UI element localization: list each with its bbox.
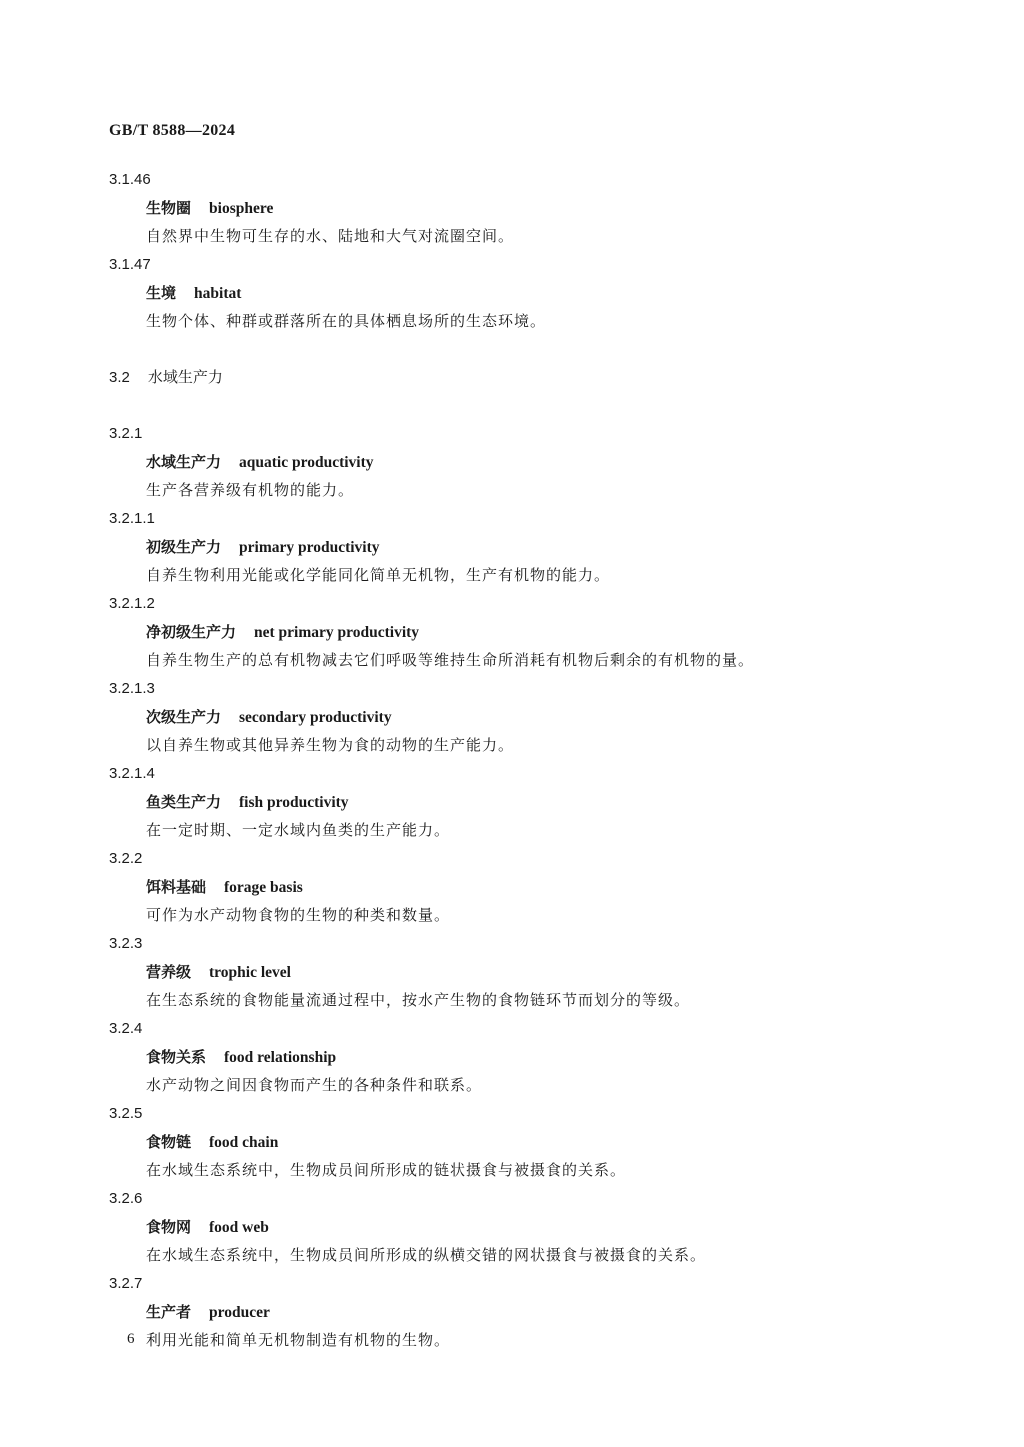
term-heading	[109, 1298, 909, 1326]
term-entry	[109, 250, 909, 335]
term-heading	[109, 533, 909, 561]
standard-number-header: GB/T 8588—2024	[109, 122, 236, 139]
term-chinese: 鱼类生产力	[146, 793, 222, 811]
term-heading	[109, 1043, 909, 1071]
term-number: 3.2.4	[109, 1020, 143, 1037]
term-chinese: 食物网	[146, 1218, 192, 1236]
term-number: 3.2.1.1	[109, 510, 155, 527]
term-number: 3.1.46	[109, 171, 151, 188]
term-definition: 在一定时期、一定水域内鱼类的生产能力。	[146, 821, 451, 839]
term-number: 3.1.47	[109, 256, 151, 273]
term-english: food relationship	[224, 1049, 337, 1066]
term-entry	[109, 419, 909, 504]
term-number: 3.2.1.4	[109, 765, 155, 782]
term-english: primary productivity	[239, 539, 380, 556]
section-heading	[109, 335, 909, 419]
terms-content	[109, 165, 909, 1354]
term-number: 3.2.6	[109, 1190, 143, 1207]
term-definition: 可作为水产动物食物的生物的种类和数量。	[146, 906, 451, 924]
term-heading	[109, 194, 909, 222]
term-entry	[109, 844, 909, 929]
term-heading	[109, 873, 909, 901]
term-definition: 生产各营养级有机物的能力。	[146, 481, 355, 499]
term-heading	[109, 1128, 909, 1156]
term-english: forage basis	[224, 879, 303, 896]
term-number: 3.2.3	[109, 935, 143, 952]
term-chinese: 初级生产力	[146, 538, 222, 556]
term-heading	[109, 448, 909, 476]
term-english: food chain	[209, 1134, 279, 1151]
term-chinese: 生物圈	[146, 199, 192, 217]
section-number: 3.2	[109, 369, 130, 386]
term-heading	[109, 788, 909, 816]
term-entry	[109, 504, 909, 589]
term-number: 3.2.1.2	[109, 595, 155, 612]
term-heading	[109, 703, 909, 731]
term-number: 3.2.7	[109, 1275, 143, 1292]
term-definition: 利用光能和简单无机物制造有机物的生物。	[146, 1331, 451, 1349]
term-entry	[109, 1269, 909, 1354]
term-english: fish productivity	[239, 794, 349, 811]
term-definition: 水产动物之间因食物而产生的各种条件和联系。	[146, 1076, 483, 1094]
term-definition: 自养生物利用光能或化学能同化简单无机物，生产有机物的能力。	[146, 566, 611, 584]
term-english: secondary productivity	[239, 709, 392, 726]
term-english: biosphere	[209, 200, 274, 217]
term-entry	[109, 165, 909, 250]
term-entry	[109, 1014, 909, 1099]
term-definition: 自然界中生物可生存的水、陆地和大气对流圈空间。	[146, 227, 515, 245]
term-english: aquatic productivity	[239, 454, 374, 471]
term-heading	[109, 958, 909, 986]
term-chinese: 水域生产力	[146, 453, 222, 471]
term-entry	[109, 1184, 909, 1269]
term-heading	[109, 279, 909, 307]
term-definition: 在水域生态系统中，生物成员间所形成的纵横交错的网状摄食与被摄食的关系。	[146, 1246, 707, 1264]
term-english: food web	[209, 1219, 269, 1236]
term-definition: 在生态系统的食物能量流通过程中，按水产生物的食物链环节而划分的等级。	[146, 991, 691, 1009]
term-chinese: 食物关系	[146, 1048, 207, 1066]
term-chinese: 次级生产力	[146, 708, 222, 726]
term-chinese: 食物链	[146, 1133, 192, 1151]
term-english: net primary productivity	[254, 624, 420, 641]
term-definition: 在水域生态系统中，生物成员间所形成的链状摄食与被摄食的关系。	[146, 1161, 627, 1179]
term-definition: 生物个体、种群或群落所在的具体栖息场所的生态环境。	[146, 312, 547, 330]
term-entry	[109, 674, 909, 759]
term-entry	[109, 759, 909, 844]
term-definition: 以自养生物或其他异养生物为食的动物的生产能力。	[146, 736, 515, 754]
term-english: habitat	[194, 285, 242, 302]
term-chinese: 净初级生产力	[146, 623, 237, 641]
term-definition: 自养生物生产的总有机物减去它们呼吸等维持生命所消耗有机物后剩余的有机物的量。	[146, 651, 755, 669]
term-english: trophic level	[209, 964, 291, 981]
page-number: 6	[127, 1331, 135, 1347]
term-chinese: 生产者	[146, 1303, 192, 1321]
term-number: 3.2.1.3	[109, 680, 155, 697]
term-chinese: 生境	[146, 284, 177, 302]
term-number: 3.2.2	[109, 850, 143, 867]
term-number: 3.2.1	[109, 425, 143, 442]
term-number: 3.2.5	[109, 1105, 143, 1122]
term-entry	[109, 589, 909, 674]
term-heading	[109, 1213, 909, 1241]
section-title: 水域生产力	[147, 368, 223, 386]
term-chinese: 营养级	[146, 963, 192, 981]
term-entry	[109, 1099, 909, 1184]
term-entry	[109, 929, 909, 1014]
term-chinese: 饵料基础	[146, 878, 207, 896]
term-english: producer	[209, 1304, 270, 1321]
term-heading	[109, 618, 909, 646]
